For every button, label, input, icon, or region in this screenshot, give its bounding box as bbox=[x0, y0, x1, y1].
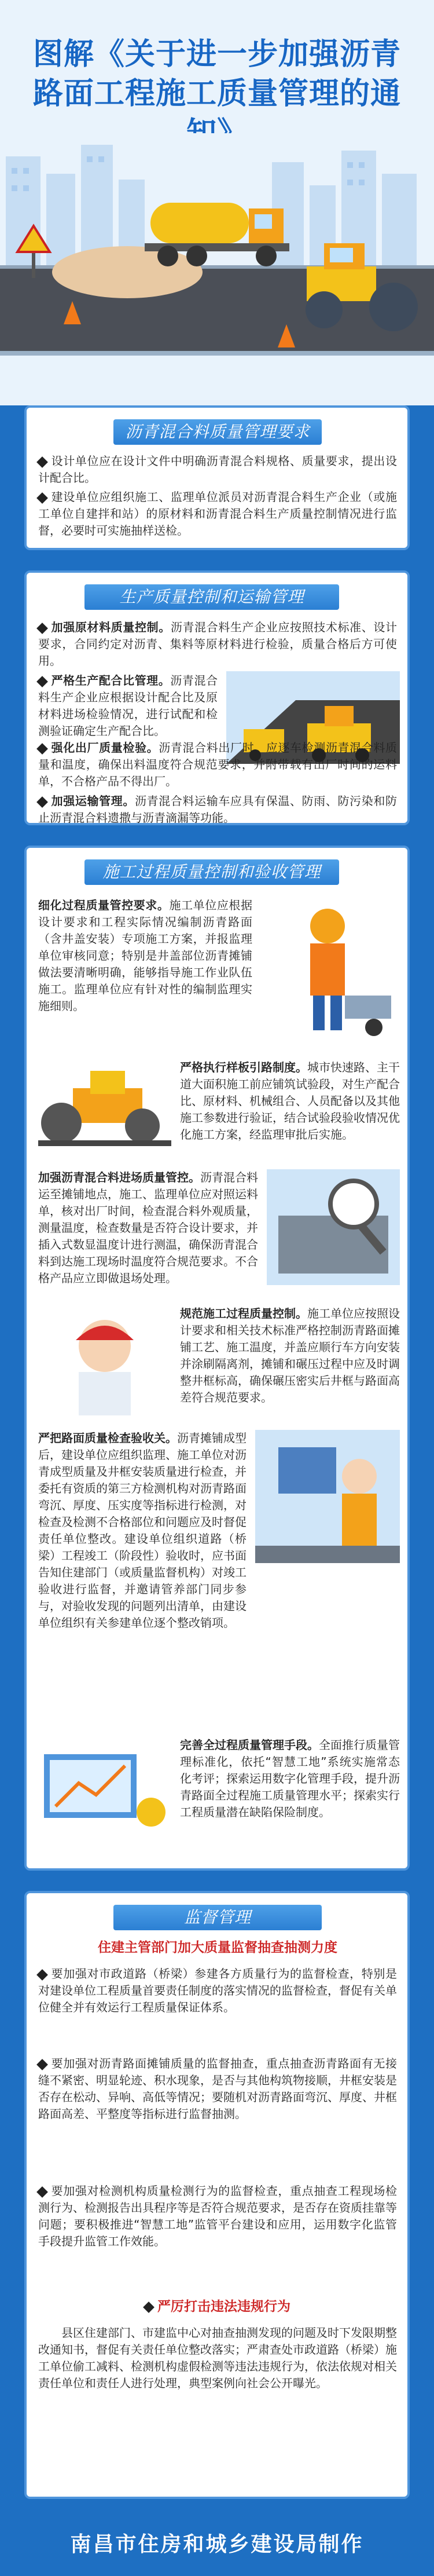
list-item: 要加强对市政道路（桥梁）参建各方质量行为的监督检查，特别是对建设单位工程质量首要责任制度的落实情况的监督检查，督促有关单位健全并有效运行工程质量保证体系。 bbox=[38, 1966, 397, 2016]
list-item: 强化出厂质量检验。沥青混合料出厂时，应逐车检测沥青混合料质量和温度，确保出料温度符合规范要求，并附带载有出厂时间的运料单，不合格产品不得出厂。 bbox=[38, 740, 397, 790]
list-item: 要加强对检测机构质量检测行为的监督检查，重点抽查工程现场检测行为、检测报告出具程序等是否符合规范要求，是否存在资质挂靠等问题；要积极推进“智慧工地”监管平台建设和应用，运用数字化监管手段提升监管工作效能。 bbox=[38, 2183, 397, 2250]
section-heading: 监督管理 bbox=[113, 1905, 322, 1930]
diamond-bullet-icon bbox=[36, 743, 48, 755]
section-asphalt-mix bbox=[24, 405, 410, 550]
diamond-bullet-icon bbox=[36, 1969, 48, 1981]
list-item: 严把路面质量检查验收关。沥青摊铺成型后，建设单位应组织监理、施工单位对沥青成型质量及井框安装质量进行检查，并委托有资质的第三方检测机构对沥青路面弯沉、厚度、压实度等指标进行检测，对检查及检测不合格部位和问题应及时督促责任单位整改。建设单位组织道路（桥梁）工程竣工（阶段性）验收时，应书面告知住建部门（或质量监督机构）对竣工验收进行监督，并邀请管养部门同步参与，对验收发现的问题列出清单，由建设单位组织有关参建单位逐个整改销项。 bbox=[38, 1431, 247, 1630]
section-heading: 生产质量控制和运输管理 bbox=[84, 584, 339, 610]
list-item: 要加强对沥青路面摊铺质量的监督抽查，重点抽查沥青路面有无接缝不紧密、明显轮迹、积水现象，是否与其他构筑物接顺，井框安装是否存在松动、异响、高低等情况；要随机对沥青路面弯沉、厚度、井框路面高差、平整度等指标进行监督抽测。 bbox=[38, 2055, 397, 2123]
page-title: 图解《关于进一步加强沥青路面工程施工质量管理的通 bbox=[32, 37, 401, 111]
closing-paragraph: 县区住建部门、市建监中心对抽查抽测发现的问题及时下发限期整改通知书，督促有关责任单位整改落实；严肃查处市政道路（桥梁）施工单位偷工减料、检测机构虚假检测等违法违规行为，依法依规对相关责任单位和责任人进行处理，典型案例向社会公开曝光。 bbox=[38, 2326, 397, 2390]
survey-illustration bbox=[255, 1430, 400, 1563]
section-heading: 施工过程质量控制和验收管理 bbox=[84, 859, 339, 885]
engineer-illustration bbox=[38, 1305, 171, 1415]
diamond-bullet-icon bbox=[143, 2301, 155, 2313]
diamond-bullet-icon bbox=[36, 492, 48, 504]
list-item: 加强运输管理。沥青混合料运输车应具有保温、防雨、防污染和防止沥青混合料遗撒与沥青滴漏等功能。 bbox=[38, 793, 397, 826]
inspection-illustration bbox=[267, 1169, 400, 1285]
list-item: 设计单位应在设计文件中明确沥青混合料规格、质量要求，提出设计配合比。 bbox=[38, 453, 397, 486]
diamond-bullet-icon bbox=[36, 796, 48, 808]
section-production-transport bbox=[24, 570, 410, 825]
list-item: 严格生产配合比管理。沥青混合料生产企业应根据设计配合比及原材料进场检验情况，进行试配和检测验证确定生产配合比。 bbox=[38, 672, 218, 740]
diamond-bullet-icon bbox=[36, 2186, 48, 2198]
list-item: 完善全过程质量管理手段。全面推行质量管理标准化，依托“智慧工地”系统实施常态化考评；探索运用数字化管理手段，提升沥青路面全过程施工质量管理水平；探索实行工程质量潜在缺陷保险制度。 bbox=[180, 1738, 400, 1819]
road-roller-illustration bbox=[38, 1059, 171, 1146]
diamond-bullet-icon bbox=[36, 676, 48, 687]
list-item: 规范施工过程质量控制。施工单位应按照设计要求和相关技术标准严格控制沥青路面摊铺工艺、施工温度，并盖应顺行车方向安装并涂刷隔离剂，摊铺和碾压过程中应及时调整井框标高，确保碾压密实后井框与路面高差符合规范要求。 bbox=[180, 1307, 400, 1404]
worker-wheelbarrow-illustration bbox=[258, 897, 397, 1048]
list-item: 加强沥青混合料进场质量管控。沥青混合料运至摊铺地点，施工、监理单位应对照运料单，核对出厂时间，检查混合料外观质量，测量温度，检查数量是否符合设计要求，并插入式数显温度计进行测温，确保沥青混合料到达施工现场时温度符合规范要求。不合格产品应立即做退场处理。 bbox=[38, 1170, 258, 1285]
section-supervision bbox=[24, 1891, 410, 2499]
diamond-bullet-icon bbox=[36, 623, 48, 634]
section-heading: 沥青混合料质量管理要求 bbox=[113, 419, 322, 445]
list-item: 建设单位应组织施工、监理单位派员对沥青混合料生产企业（或施工单位自建拌和站）的原材料和沥青混合料生产质量控制情况进行监督，必要时可实施抽样送检。 bbox=[38, 489, 397, 539]
smart-site-illustration bbox=[38, 1737, 171, 1835]
diamond-bullet-icon bbox=[36, 456, 48, 468]
list-item: 严格执行样板引路制度。城市快速路、主干道大面积施工前应铺筑试验段，对生产配合比、原材料、机械组合、人员配备以及其他施工参数进行验证，结合试验段验收情况优化施工方案，经监理审批后实施。 bbox=[180, 1060, 400, 1141]
subheading: 住建主管部门加大质量监督抽查抽测力度 bbox=[98, 1940, 337, 1955]
subheading: 严厉打击违法违规行为 bbox=[38, 2299, 397, 2315]
header-area bbox=[0, 0, 434, 400]
list-item: 加强原材料质量控制。沥青混合料生产企业应按照技术标准、设计要求，合同约定对沥青、集料等原材料进行检验，质量合格后方可使用。 bbox=[38, 619, 397, 669]
list-item: 细化过程质量管控要求。施工单位应根据设计要求和工程实际情况编制沥青路面（含井盖安装）专项施工方案，并报监理单位审核同意；特别是井盖部位沥青摊铺做法要清晰明确，能够指导施工作业队伍施工。监理单位应有针对性的编制监理实施细则。 bbox=[38, 898, 253, 1013]
footer-credit: 南昌市住房和城乡建设局制作 bbox=[0, 2513, 434, 2576]
section-construction-acceptance bbox=[24, 846, 410, 1871]
hero-illustration bbox=[0, 133, 434, 382]
diamond-bullet-icon bbox=[36, 2059, 48, 2070]
